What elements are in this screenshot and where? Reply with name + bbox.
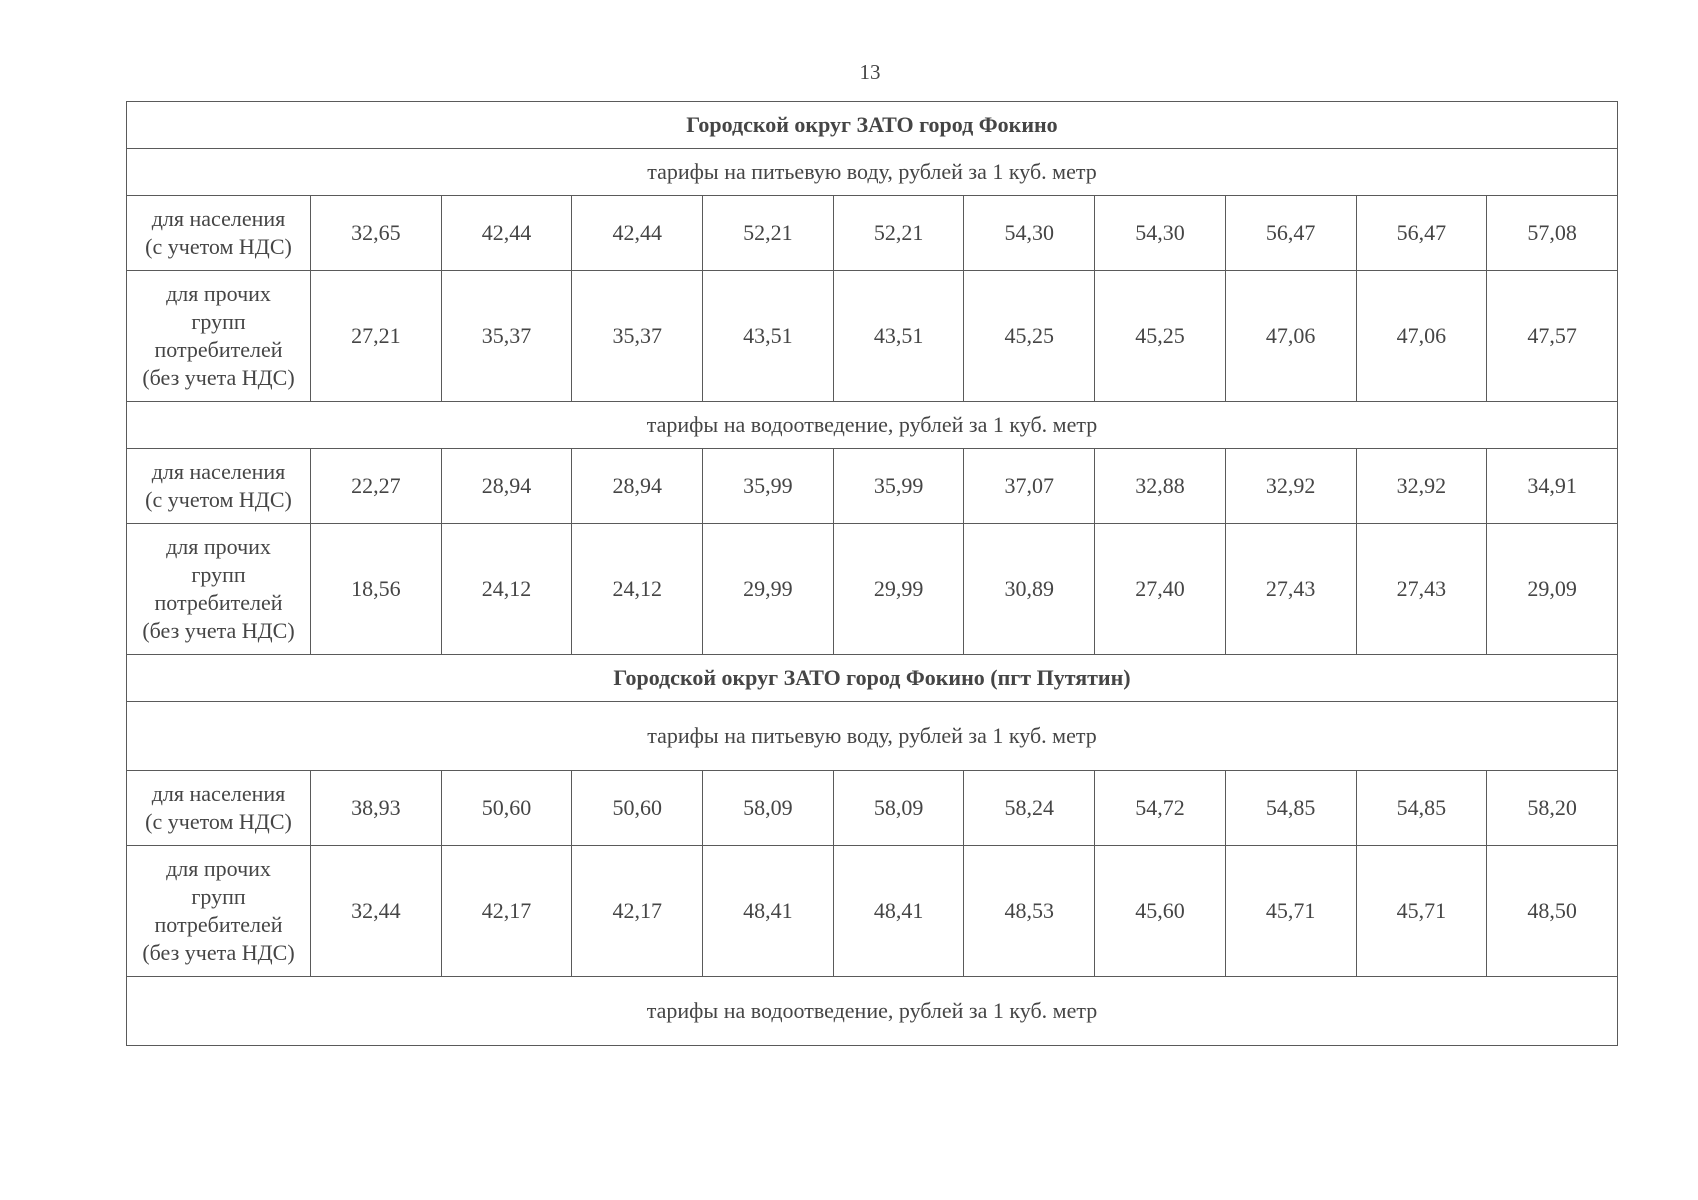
label-line: потребителей (154, 337, 283, 362)
value-cell: 48,41 (833, 846, 964, 977)
value-cell: 45,71 (1356, 846, 1487, 977)
value-cell: 45,71 (1225, 846, 1356, 977)
subheader-row (127, 149, 1618, 196)
label-line: потребителей (154, 590, 283, 615)
value-cell: 45,60 (1095, 846, 1226, 977)
section-title-row (127, 655, 1618, 702)
value-cell: 54,30 (964, 196, 1095, 271)
section-title-row (127, 102, 1618, 149)
value-cell: 42,17 (572, 846, 703, 977)
tariff-table (126, 101, 1618, 1046)
value-cell: 57,08 (1487, 196, 1618, 271)
table-row (127, 271, 1618, 402)
row-label-other (127, 524, 311, 655)
label-line: групп (191, 309, 246, 334)
label-line: для населения (151, 781, 286, 806)
value-cell: 35,37 (572, 271, 703, 402)
value-cell: 29,09 (1487, 524, 1618, 655)
label-line: для населения (151, 206, 286, 231)
value-cell: 32,92 (1225, 449, 1356, 524)
value-cell: 32,65 (311, 196, 442, 271)
value-cell: 58,09 (703, 771, 834, 846)
label-line: (без учета НДС) (142, 618, 295, 643)
value-cell: 45,25 (964, 271, 1095, 402)
label-line: (с учетом НДС) (145, 809, 292, 834)
value-cell: 37,07 (964, 449, 1095, 524)
subheader-row (127, 402, 1618, 449)
value-cell: 42,44 (441, 196, 572, 271)
value-cell: 29,99 (703, 524, 834, 655)
table-row (127, 449, 1618, 524)
value-cell: 18,56 (311, 524, 442, 655)
value-cell: 32,92 (1356, 449, 1487, 524)
subheader-row (127, 702, 1618, 771)
sewage-tariff-header: тарифы на водоотведение, рублей за 1 куб. метр (127, 977, 1618, 1046)
table-row (127, 196, 1618, 271)
value-cell: 22,27 (311, 449, 442, 524)
table-row (127, 771, 1618, 846)
value-cell: 56,47 (1225, 196, 1356, 271)
value-cell: 50,60 (441, 771, 572, 846)
row-label-population (127, 771, 311, 846)
value-cell: 48,41 (703, 846, 834, 977)
label-line: (с учетом НДС) (145, 487, 292, 512)
section-title: Городской округ ЗАТО город Фокино (127, 102, 1618, 149)
value-cell: 54,30 (1095, 196, 1226, 271)
subheader-row (127, 977, 1618, 1046)
table-row (127, 524, 1618, 655)
value-cell: 52,21 (833, 196, 964, 271)
value-cell: 54,85 (1225, 771, 1356, 846)
value-cell: 30,89 (964, 524, 1095, 655)
row-label-population (127, 196, 311, 271)
value-cell: 27,43 (1356, 524, 1487, 655)
value-cell: 54,85 (1356, 771, 1487, 846)
label-line: (с учетом НДС) (145, 234, 292, 259)
value-cell: 24,12 (572, 524, 703, 655)
value-cell: 35,37 (441, 271, 572, 402)
value-cell: 38,93 (311, 771, 442, 846)
value-cell: 34,91 (1487, 449, 1618, 524)
label-line: потребителей (154, 912, 283, 937)
label-line: для прочих (166, 534, 271, 559)
table-row (127, 846, 1618, 977)
value-cell: 56,47 (1356, 196, 1487, 271)
label-line: групп (191, 884, 246, 909)
value-cell: 48,53 (964, 846, 1095, 977)
value-cell: 52,21 (703, 196, 834, 271)
label-line: групп (191, 562, 246, 587)
value-cell: 43,51 (833, 271, 964, 402)
label-line: для прочих (166, 281, 271, 306)
value-cell: 35,99 (703, 449, 834, 524)
value-cell: 24,12 (441, 524, 572, 655)
value-cell: 54,72 (1095, 771, 1226, 846)
section-title: Городской округ ЗАТО город Фокино (пгт Путятин) (127, 655, 1618, 702)
value-cell: 58,20 (1487, 771, 1618, 846)
value-cell: 43,51 (703, 271, 834, 402)
value-cell: 28,94 (441, 449, 572, 524)
value-cell: 28,94 (572, 449, 703, 524)
label-line: (без учета НДС) (142, 365, 295, 390)
label-line: для прочих (166, 856, 271, 881)
label-line: для населения (151, 459, 286, 484)
water-tariff-header: тарифы на питьевую воду, рублей за 1 куб. метр (127, 149, 1618, 196)
row-label-other (127, 846, 311, 977)
value-cell: 27,21 (311, 271, 442, 402)
value-cell: 35,99 (833, 449, 964, 524)
value-cell: 50,60 (572, 771, 703, 846)
row-label-other (127, 271, 311, 402)
value-cell: 47,06 (1225, 271, 1356, 402)
value-cell: 58,24 (964, 771, 1095, 846)
value-cell: 47,57 (1487, 271, 1618, 402)
value-cell: 29,99 (833, 524, 964, 655)
value-cell: 27,40 (1095, 524, 1226, 655)
value-cell: 42,17 (441, 846, 572, 977)
value-cell: 45,25 (1095, 271, 1226, 402)
value-cell: 47,06 (1356, 271, 1487, 402)
water-tariff-header: тарифы на питьевую воду, рублей за 1 куб. метр (127, 702, 1618, 771)
page-number: 13 (859, 60, 881, 84)
value-cell: 27,43 (1225, 524, 1356, 655)
value-cell: 48,50 (1487, 846, 1618, 977)
value-cell: 58,09 (833, 771, 964, 846)
sewage-tariff-header: тарифы на водоотведение, рублей за 1 куб. метр (127, 402, 1618, 449)
value-cell: 32,88 (1095, 449, 1226, 524)
label-line: (без учета НДС) (142, 940, 295, 965)
value-cell: 32,44 (311, 846, 442, 977)
row-label-population (127, 449, 311, 524)
value-cell: 42,44 (572, 196, 703, 271)
